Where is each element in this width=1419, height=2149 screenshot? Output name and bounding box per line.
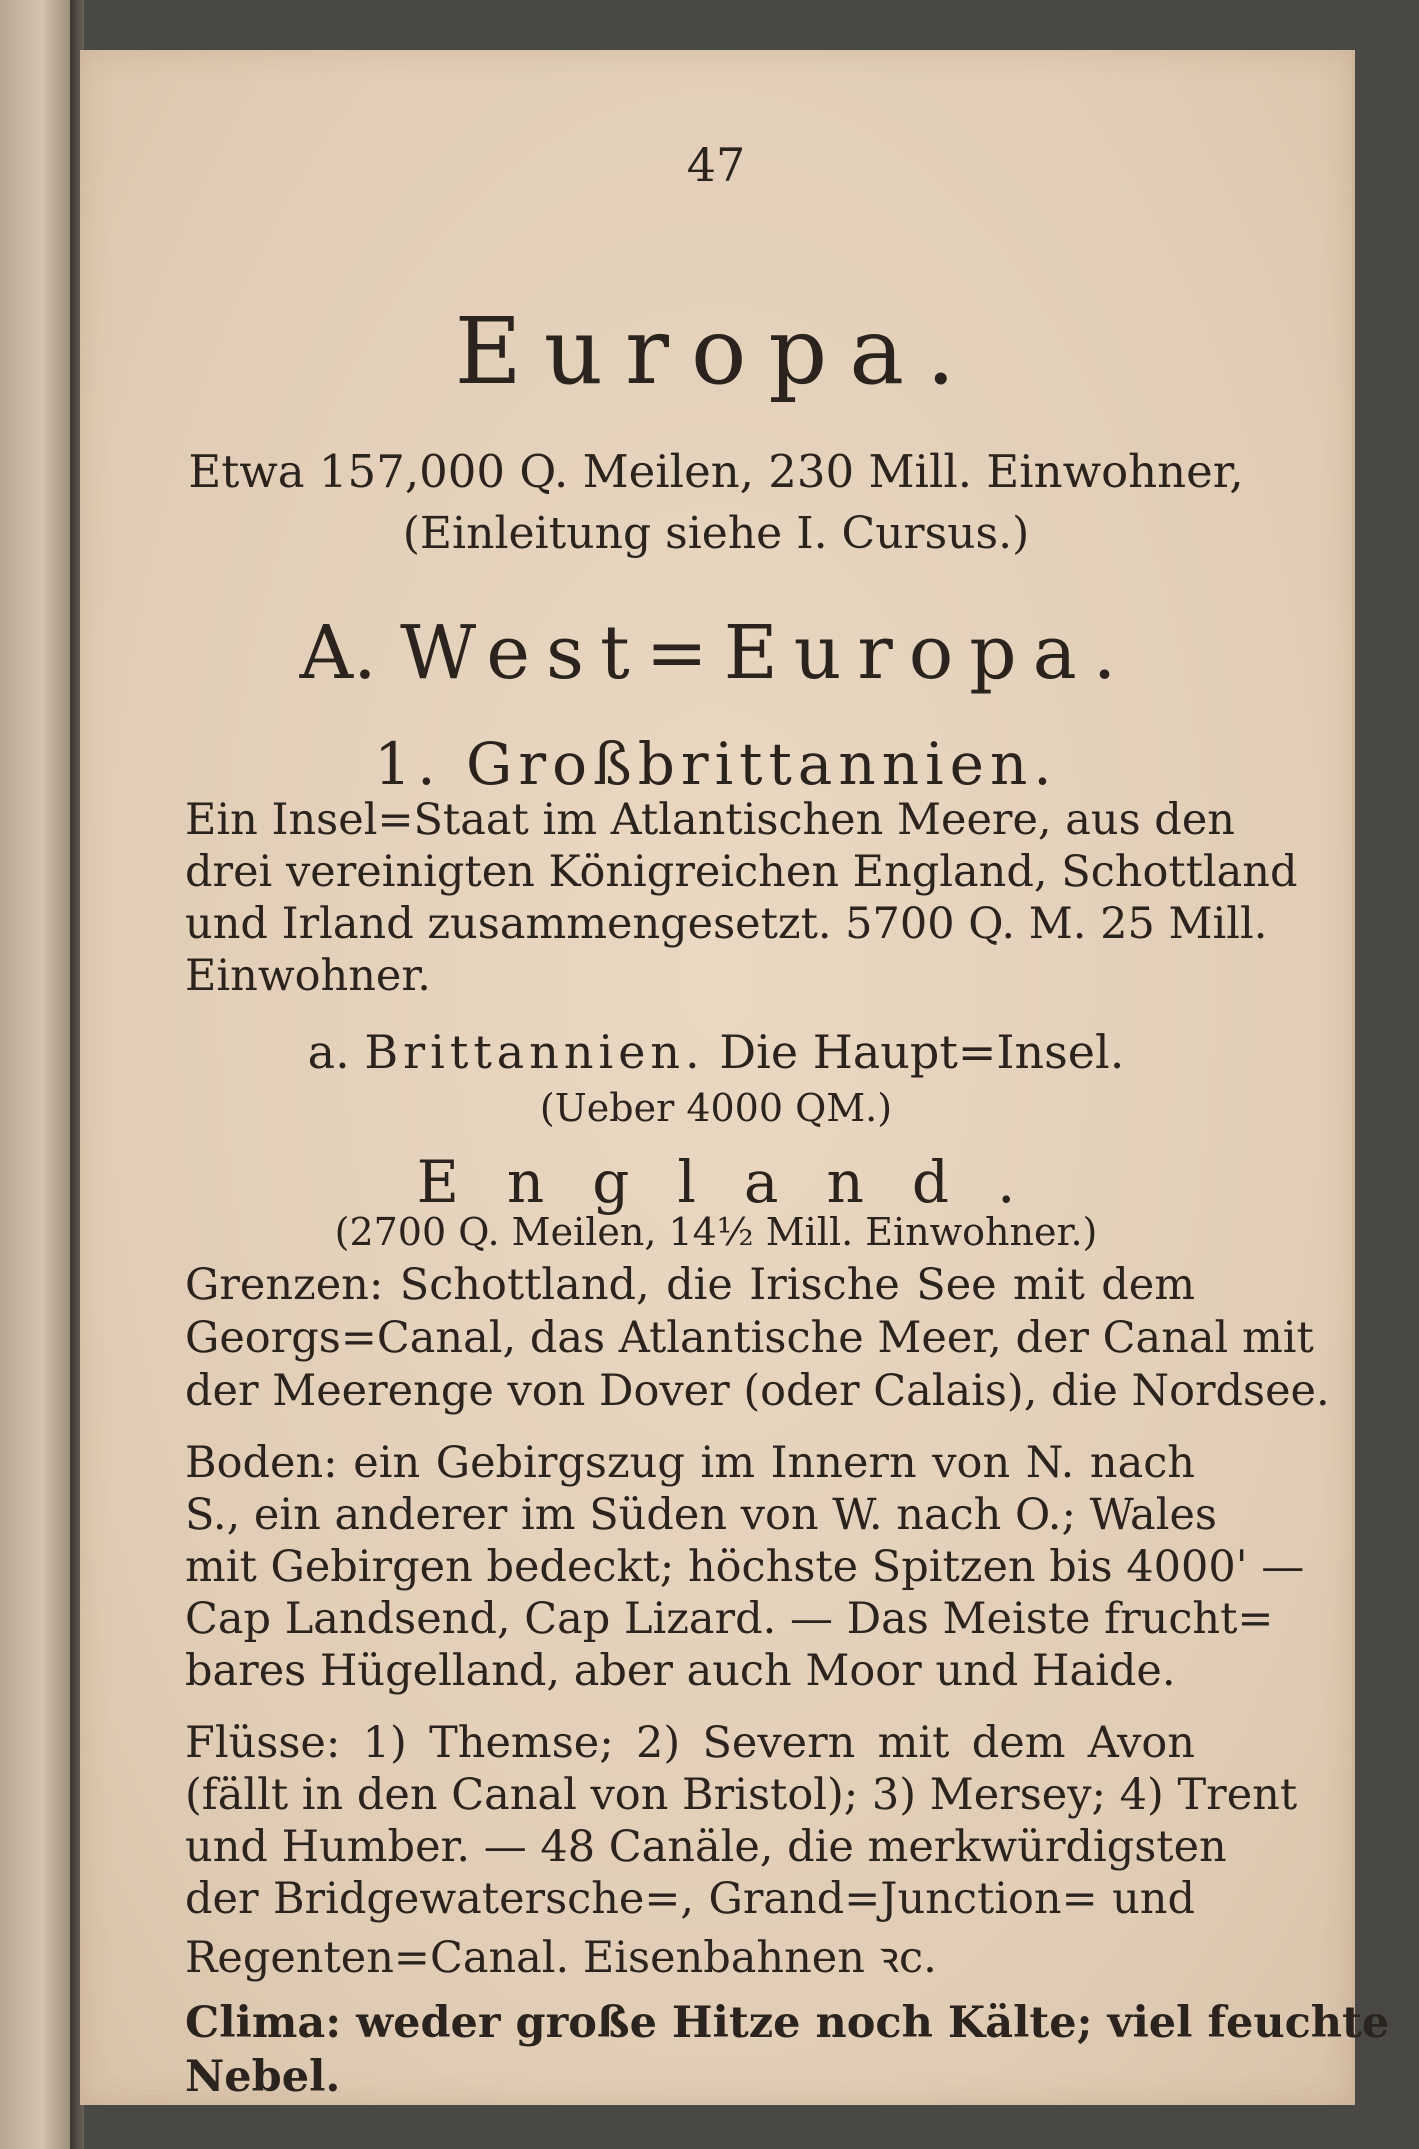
area-population-line: Etwa 157,000 Q. Meilen, 230 Mill. Einwohner,: [188, 445, 1244, 498]
section-1-heading: 1. Großbrittannien.: [374, 730, 1058, 798]
section-a-name: West=Europa.: [400, 610, 1133, 696]
paragraph-line: Ein Insel=Staat im Atlantischen Meere, aus den: [185, 795, 1235, 845]
subsection-a-letter: a.: [307, 1025, 350, 1079]
subsection-a-name: Brittannien.: [364, 1025, 705, 1079]
grenzen-line: Grenzen: Schottland, die Irische See mit dem: [185, 1260, 1195, 1310]
paragraph-line: und Irland zusammengesetzt. 5700 Q. M. 25 Mill.: [185, 899, 1268, 949]
fluesse-line: und Humber. — 48 Canäle, die merkwürdigsten: [185, 1822, 1227, 1872]
boden-line: bares Hügelland, aber auch Moor und Haide.: [185, 1646, 1176, 1696]
page-number: 47: [686, 138, 746, 192]
england-heading: England.: [416, 1148, 1064, 1216]
section-a-letter: A.: [299, 610, 377, 696]
fluesse-line: Flüsse: 1) Themse; 2) Severn mit dem Avon: [185, 1718, 1195, 1768]
grenzen-line: der Meerenge von Dover (oder Calais), die Nordsee.: [185, 1366, 1330, 1416]
clima-line: Nebel.: [185, 2052, 341, 2102]
boden-line: Cap Landsend, Cap Lizard. — Das Meiste frucht=: [185, 1594, 1274, 1644]
left-page-edge: [0, 0, 70, 2149]
page-title: Europa.: [454, 298, 978, 405]
grenzen-line: Georgs=Canal, das Atlantische Meer, der Canal mit: [185, 1313, 1314, 1363]
fluesse-line: Regenten=Canal. Eisenbahnen ꝛc.: [185, 1933, 937, 1983]
fluesse-line: der Bridgewatersche=, Grand=Junction= und: [185, 1874, 1195, 1924]
fluesse-line: (fällt in den Canal von Bristol); 3) Mersey; 4) Trent: [185, 1770, 1298, 1820]
section-a-heading: [80, 610, 1352, 696]
clima-line: Clima: weder große Hitze noch Kälte; viel feuchte: [185, 1998, 1390, 2048]
subsection-a-caption: (Ueber 4000 QM.): [539, 1086, 893, 1130]
book-page: [80, 50, 1390, 2105]
boden-line: mit Gebirgen bedeckt; höchste Spitzen bis 4000' —: [185, 1542, 1305, 1592]
intro-reference: (Einleitung siehe I. Cursus.): [402, 508, 1030, 559]
boden-line: S., ein anderer im Süden von W. nach O.; Wales: [185, 1490, 1217, 1540]
boden-line: Boden: ein Gebirgszug im Innern von N. nach: [185, 1438, 1195, 1488]
subsection-a-heading: [80, 1025, 1352, 1079]
paragraph-line: Einwohner.: [185, 951, 431, 1001]
paragraph-line: drei vereinigten Königreichen England, Schottland: [185, 847, 1298, 897]
subsection-a-rest: Die Haupt=Insel.: [719, 1025, 1125, 1079]
england-caption: (2700 Q. Meilen, 14½ Mill. Einwohner.): [334, 1210, 1098, 1254]
